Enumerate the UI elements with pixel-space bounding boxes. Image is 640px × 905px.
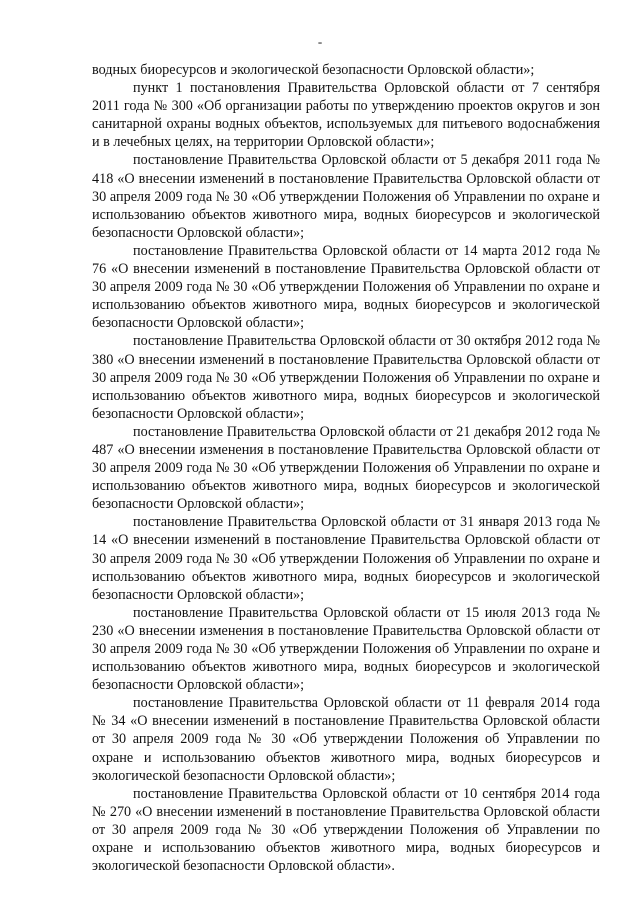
paragraph-item: постановление Правительства Орловской области от 5 декабря 2011 года № 418 «О внесении изменений в постановление Правительства Орловской области от 30 апреля 2009 года № 30 «Об утверждении Положения об Управлении по охране и использованию объектов животного мира, водных биоресурсов и экологической безопасности Орловской области»; [92,152,600,241]
paragraph-item: постановление Правительства Орловской области от 30 октября 2012 года № 380 «О внесении изменений в постановление Правительства Орловской области от 30 апреля 2009 года № 30 «Об утверждении Положения об Управлении по охране и использованию объектов животного мира, водных биоресурсов и экологической безопасности Орловской области»; [92,333,600,422]
paragraph-item: постановление Правительства Орловской области от 15 июля 2013 года № 230 «О внесении изменения в постановление Правительства Орловской области от 30 апреля 2009 года № 30 «Об утверждении Положения об Управлении по охране и использованию объектов животного мира, водных биоресурсов и экологической безопасности Орловской области»; [92,604,600,694]
paragraph-continuation: водных биоресурсов и экологической безопасности Орловской области»; [92,62,535,78]
paragraph-item: постановление Правительства Орловской области от 10 сентября 2014 года № 270 «О внесении изменений в постановление Правительства Орловской области от 30 апреля 2009 года № 30 «Об утверждении Положения об Управлении по охране и использованию объектов животного мира, водных биоресурсов и экологической безопасности Орловской области». [92,785,600,875]
page-number: - [317,34,323,49]
document-body [92,61,600,875]
paragraph-item: постановление Правительства Орловской области от 14 марта 2012 года № 76 «О внесении изменений в постановление Правительства Орловской области от 30 апреля 2009 года № 30 «Об утверждении Положения об Управлении по охране и использованию объектов животного мира, водных биоресурсов и экологической безопасности Орловской области»; [92,242,600,332]
paragraph-item: пункт 1 постановления Правительства Орловской области от 7 сентября 2011 года № 300 «Об организации работы по утверждению проектов округов и зон санитарной охраны водных объектов, используемых для питьевого водоснабжения и в лечебных целях, на территории Орловской области»; [92,80,600,151]
paragraph-item: постановление Правительства Орловской области от 31 января 2013 года № 14 «О внесении изменений в постановление Правительства Орловской области от 30 апреля 2009 года № 30 «Об утверждении Положения об Управлении по охране и использованию объектов животного мира, водных биоресурсов и экологической безопасности Орловской области»; [92,514,600,603]
paragraph-item: постановление Правительства Орловской области от 21 декабря 2012 года № 487 «О внесении изменения в постановление Правительства Орловской области от 30 апреля 2009 года № 30 «Об утверждении Положения об Управлении по охране и использованию объектов животного мира, водных биоресурсов и экологической безопасности Орловской области»; [92,423,600,513]
paragraph-item: постановление Правительства Орловской области от 11 февраля 2014 года № 34 «О внесении изменений в постановление Правительства Орловской области от 30 апреля 2009 года № 30 «Об утверждении Положения об Управлении по охране и использованию объектов животного мира, водных биоресурсов и экологической безопасности Орловской области»; [92,695,600,784]
